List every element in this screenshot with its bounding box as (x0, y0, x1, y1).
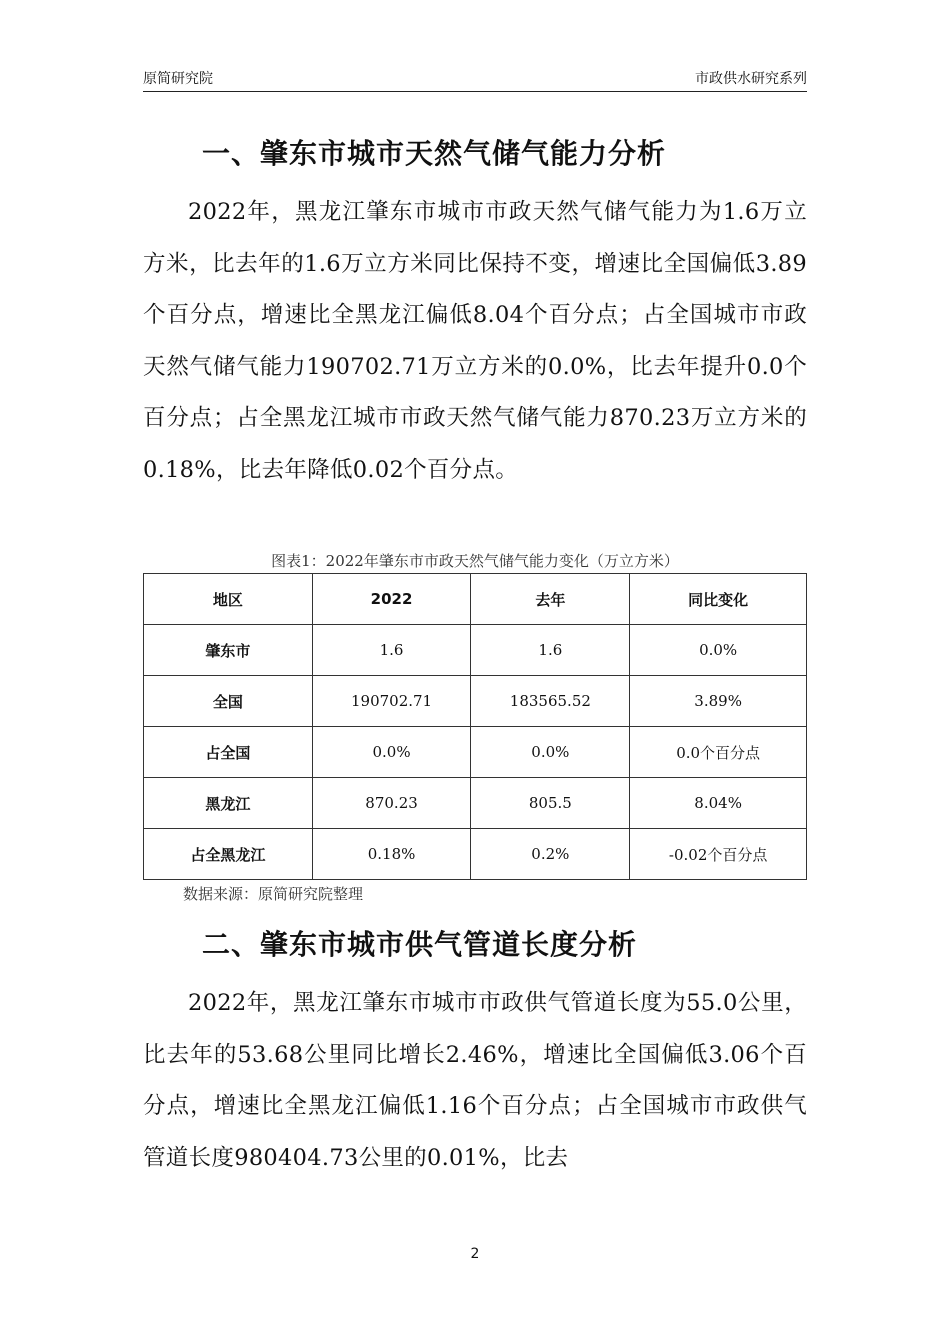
page-header (143, 66, 807, 92)
table-cell: 0.0% (471, 727, 630, 778)
section2-heading: 二、肇东市城市供气管道长度分析 (202, 928, 638, 961)
table-cell: 3.89% (630, 676, 807, 727)
table-row (144, 727, 807, 778)
row-label: 全国 (144, 676, 313, 727)
storage-capacity-table (143, 573, 807, 880)
table-cell: 0.0% (630, 625, 807, 676)
col-header-region: 地区 (144, 574, 313, 625)
row-label: 占全黑龙江 (144, 829, 313, 880)
section1-paragraph: 2022年，黑龙江肇东市城市市政天然气储气能力为1.6万立方米，比去年的1.6万立方米同比保持不变，增速比全国偏低3.89个百分点，增速比全黑龙江偏低8.04个百分点；占全国城市市政天然气储气能力190702.71万立方米的0.0%，比去年提升0.0个百分点；占全黑龙江城市市政天然气储气能力870.23万立方米的0.18%，比去年降低0.02个百分点。 (143, 199, 807, 483)
section1-heading: 一、肇东市城市天然气储气能力分析 (202, 137, 667, 170)
row-label: 黑龙江 (144, 778, 313, 829)
table-row (144, 625, 807, 676)
table-cell: 8.04% (630, 778, 807, 829)
table-cell: 1.6 (312, 625, 471, 676)
col-header-2022: 2022 (312, 574, 471, 625)
table-cell: 0.0% (312, 727, 471, 778)
table-cell: 870.23 (312, 778, 471, 829)
table-row (144, 676, 807, 727)
section2-paragraph: 2022年，黑龙江肇东市城市市政供气管道长度为55.0公里，比去年的53.68公里同比增长2.46%，增速比全国偏低3.06个百分点，增速比全黑龙江偏低1.16个百分点；占全国城市市政供气管道长度980404.73公里的0.01%，比去 (143, 990, 807, 1171)
data-source-note: 数据来源：原简研究院整理 (183, 885, 364, 903)
row-label: 肇东市 (144, 625, 313, 676)
col-header-yoy-change: 同比变化 (630, 574, 807, 625)
table-cell: 183565.52 (471, 676, 630, 727)
table-row (144, 778, 807, 829)
header-left: 原简研究院 (143, 71, 213, 87)
table-cell: -0.02个百分点 (630, 829, 807, 880)
table-cell: 0.2% (471, 829, 630, 880)
table-cell: 805.5 (471, 778, 630, 829)
table-cell: 1.6 (471, 625, 630, 676)
table-header-row (144, 574, 807, 625)
table-cell: 0.18% (312, 829, 471, 880)
table-row (144, 829, 807, 880)
page-number: 2 (470, 1246, 480, 1262)
table-cell: 0.0个百分点 (630, 727, 807, 778)
row-label: 占全国 (144, 727, 313, 778)
table-caption: 图表1：2022年肇东市市政天然气储气能力变化（万立方米） (271, 552, 679, 570)
col-header-last-year: 去年 (471, 574, 630, 625)
table-cell: 190702.71 (312, 676, 471, 727)
header-right: 市政供水研究系列 (695, 71, 807, 87)
